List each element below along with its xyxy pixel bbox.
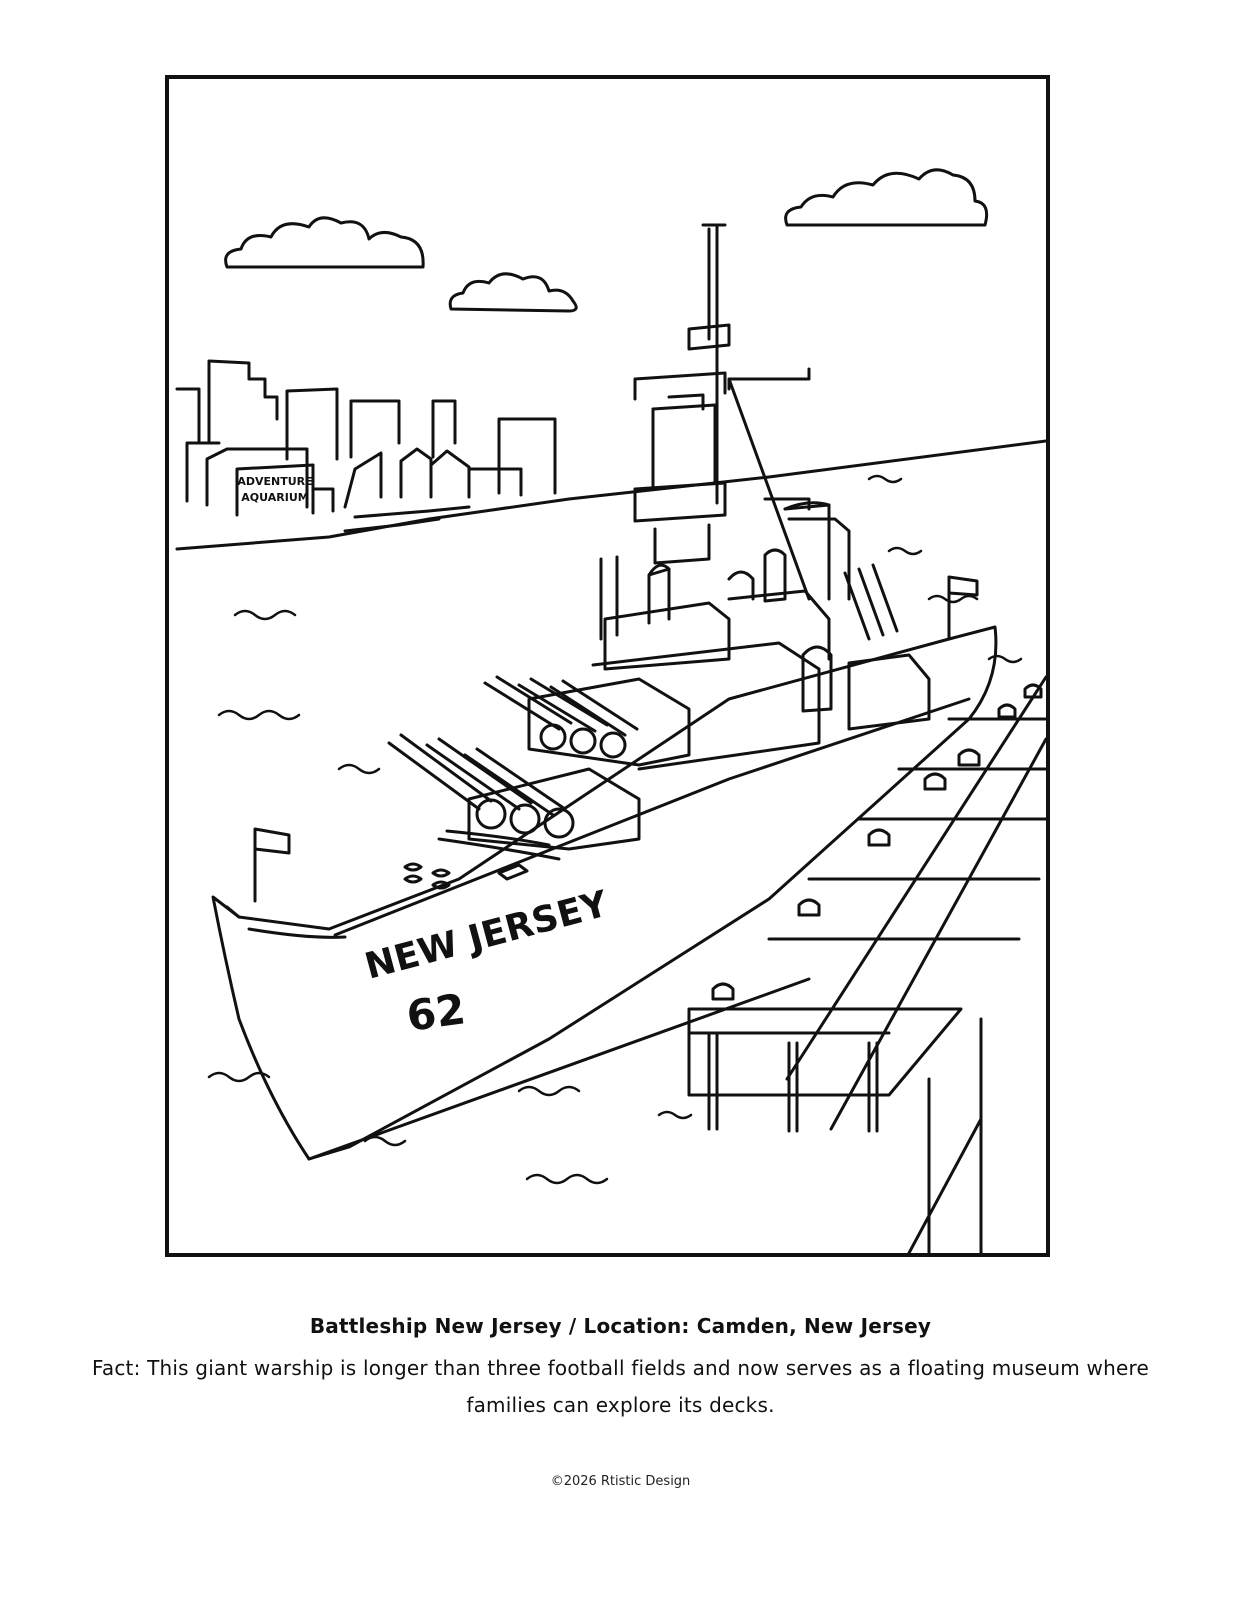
pier [689, 677, 1046, 1253]
hull-name: NEW JERSEY [360, 883, 613, 988]
cloud-right [786, 170, 987, 225]
copyright-footer: ©2026 Rtistic Design [550, 1474, 691, 1489]
illustration-frame [165, 75, 1050, 1257]
aquarium-sign-line2: AQUARIUM [241, 491, 309, 504]
forward-turret [389, 735, 639, 849]
hull-number: 62 [403, 984, 469, 1041]
battleship-line-drawing [169, 79, 1046, 1253]
water-waves [209, 476, 1021, 1183]
caption-title: Battleship New Jersey / Location: Camden, New Jersey [309, 1314, 932, 1338]
middle-turret [485, 677, 689, 765]
cloud-left [226, 218, 424, 267]
aquarium-sign-line1: ADVENTURE [237, 475, 313, 488]
cloud-middle [450, 274, 576, 311]
superstructure [593, 225, 929, 769]
city-skyline [177, 361, 1046, 549]
caption-fact: Fact: This giant warship is longer than three football fields and now serves as a floating museum where families can explore its decks. [92, 1356, 1149, 1417]
